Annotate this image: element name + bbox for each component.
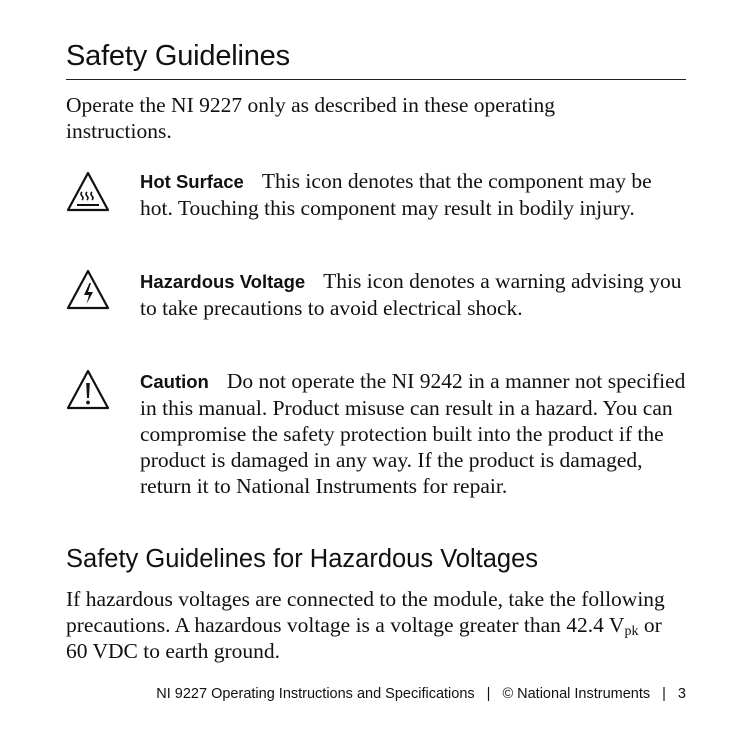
footer-copyright: © National Instruments xyxy=(502,686,651,702)
hazardous-voltage-icon xyxy=(66,268,110,312)
footer-page-number: 3 xyxy=(677,686,686,702)
voltage-subscript: pk xyxy=(624,624,639,639)
intro-paragraph: Operate the NI 9227 only as described in these operating instructions. xyxy=(66,93,555,143)
notice-text: Do not operate the NI 9242 in a manner not specified in this manual. Product misuse can result in a hazard. You can compromise the safety protection built into the product if the product is damaged in any way. If the product is damaged, return it to National Instruments for repair. xyxy=(140,369,686,498)
notice-text: This icon denotes that the component may be hot. Touching this component may result in bodily injury. xyxy=(140,169,652,220)
notice-body xyxy=(140,168,688,221)
notice-body xyxy=(140,268,688,321)
section-title: Safety Guidelines for Hazardous Voltages xyxy=(66,545,539,573)
footer-doc-title: NI 9227 Operating Instructions and Specifications xyxy=(156,686,475,702)
notice-text: This icon denotes a warning advising you to take precautions to avoid electrical shock. xyxy=(140,269,682,320)
footer-separator: | xyxy=(662,686,666,702)
notice-label: Caution xyxy=(140,371,209,392)
section-paragraph xyxy=(66,586,676,664)
notice-body xyxy=(140,368,688,499)
section-text-after: or 60 VDC to earth ground. xyxy=(66,613,662,663)
page-title: Safety Guidelines xyxy=(66,40,290,72)
hot-surface-icon xyxy=(66,170,110,214)
title-rule xyxy=(66,79,686,80)
notice-label: Hot Surface xyxy=(140,171,244,192)
section-text-before: If hazardous voltages are connected to the module, take the following precautions. A hazardous voltage is a voltage greater than 42.4 V xyxy=(66,587,665,637)
caution-icon xyxy=(66,368,110,412)
notice-label: Hazardous Voltage xyxy=(140,271,306,292)
page-footer xyxy=(0,684,686,704)
footer-separator: | xyxy=(486,686,491,702)
